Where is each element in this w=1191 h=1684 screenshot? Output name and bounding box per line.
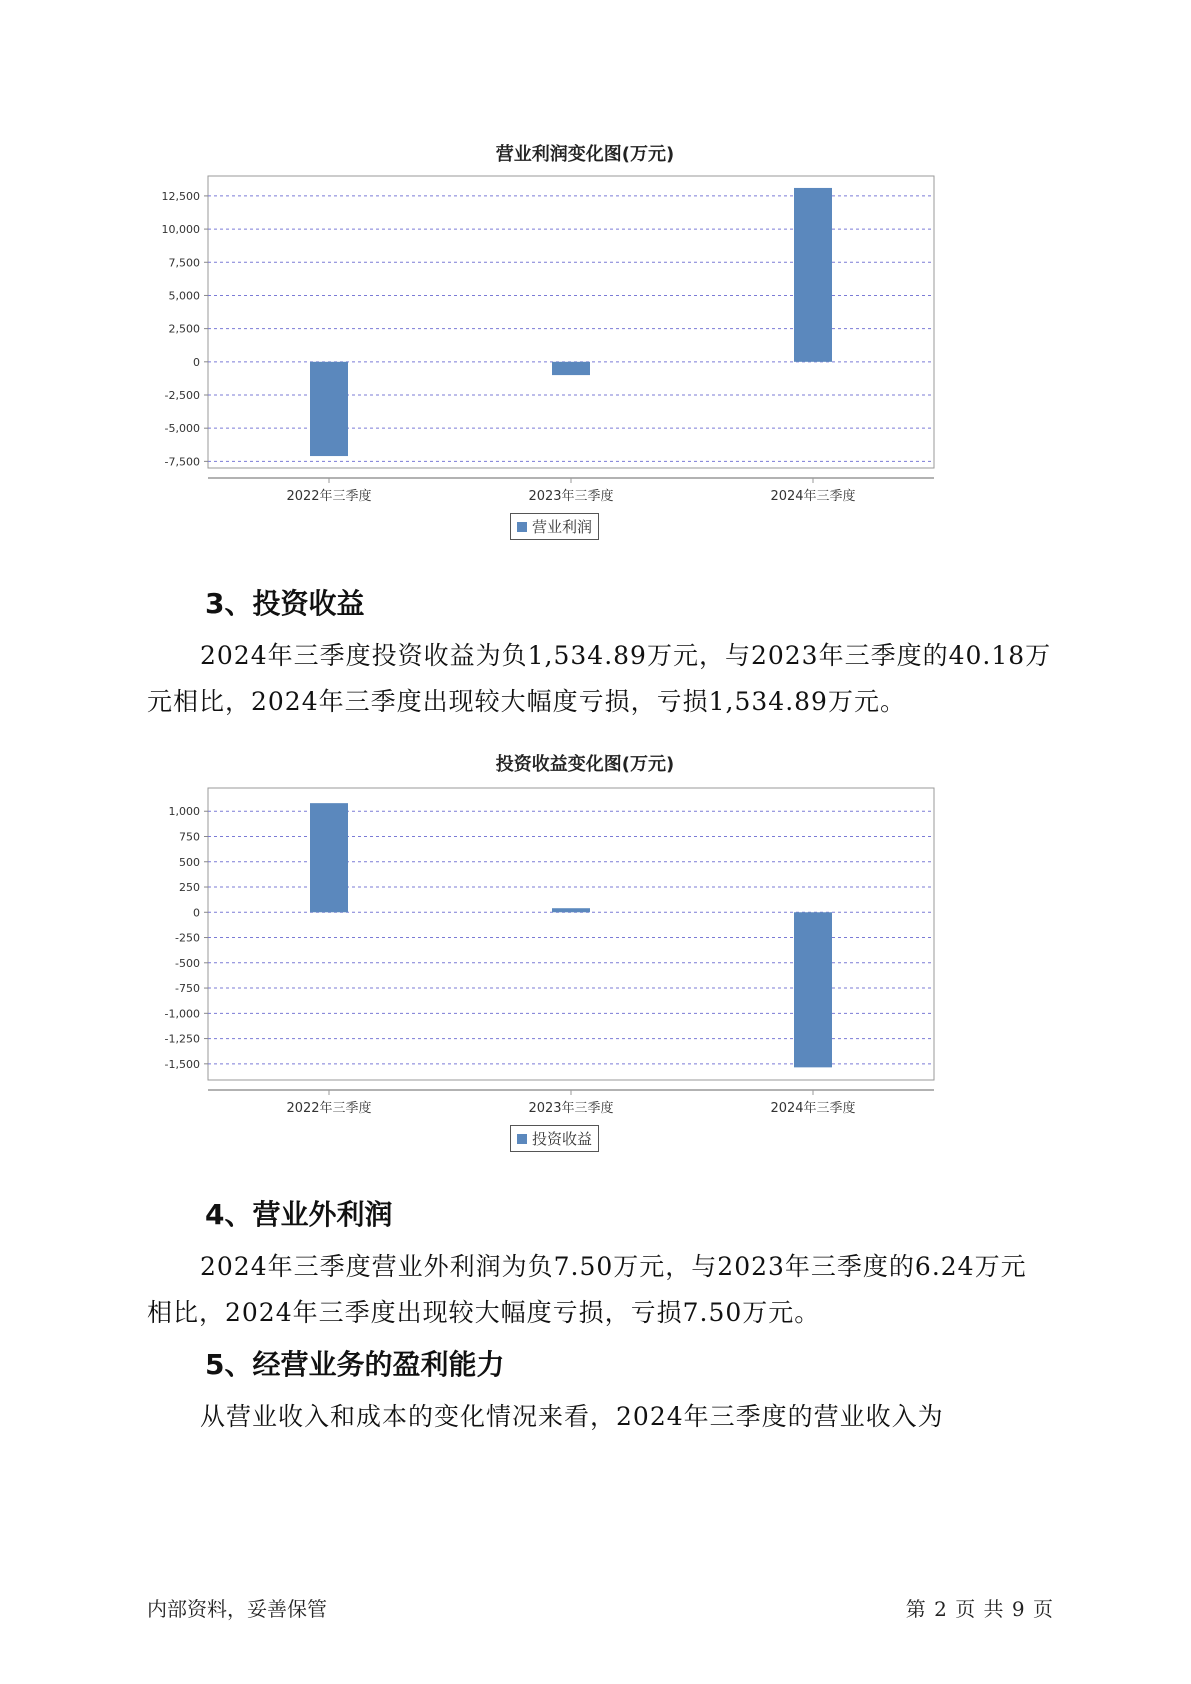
operating-profit-chart xyxy=(150,130,1020,560)
y-tick-label: -1,000 xyxy=(164,1007,200,1021)
section-5-paragraph xyxy=(147,1394,1059,1440)
y-tick-label: -5,000 xyxy=(164,422,200,436)
chart-title: 营业利润变化图(万元) xyxy=(495,144,675,165)
operating-profit-plot xyxy=(150,170,1020,530)
x-tick-label: 2022年三季度 xyxy=(286,489,372,504)
y-tick-label: -1,250 xyxy=(164,1032,200,1046)
bar xyxy=(794,188,832,362)
paragraph-line: 2024年三季度投资收益为负1,534.89万元，与2023年三季度的40.18万 xyxy=(200,641,1052,670)
footer-confidential: 内部资料，妥善保管 xyxy=(147,1597,327,1621)
y-tick-label: 2,500 xyxy=(168,322,200,336)
x-tick-label: 2024年三季度 xyxy=(770,1101,856,1116)
x-tick-label: 2024年三季度 xyxy=(770,489,856,504)
legend-label: 投资收益 xyxy=(532,1130,593,1148)
section-3-heading: 3、投资收益 xyxy=(205,587,365,620)
bar xyxy=(552,362,590,375)
y-tick-label: 10,000 xyxy=(161,223,200,237)
y-tick-label: 500 xyxy=(179,855,200,869)
investment-income-plot xyxy=(150,780,1020,1150)
y-tick-label: 12,500 xyxy=(161,189,200,203)
legend-label: 营业利润 xyxy=(532,518,593,536)
paragraph-line: 相比，2024年三季度出现较大幅度亏损，亏损7.50万元。 xyxy=(147,1298,821,1327)
section-4-heading: 4、营业外利润 xyxy=(205,1198,393,1231)
legend-swatch xyxy=(517,522,527,532)
y-tick-label: 0 xyxy=(193,906,200,920)
y-tick-label: 7,500 xyxy=(168,256,200,270)
paragraph-line: 2024年三季度营业外利润为负7.50万元，与2023年三季度的6.24万元 xyxy=(200,1252,1027,1281)
bar xyxy=(310,803,348,912)
y-tick-label: -500 xyxy=(175,956,200,970)
y-tick-label: 250 xyxy=(179,881,200,895)
y-tick-label: 0 xyxy=(193,355,200,369)
bar xyxy=(552,908,590,912)
section-4-paragraph xyxy=(147,1244,1059,1336)
y-tick-label: 750 xyxy=(179,830,200,844)
y-tick-label: -7,500 xyxy=(164,455,200,469)
bar xyxy=(310,362,348,456)
y-tick-label: -750 xyxy=(175,982,200,996)
y-tick-label: 1,000 xyxy=(168,805,200,819)
y-tick-label: -250 xyxy=(175,931,200,945)
footer-page-number: 第 2 页 共 9 页 xyxy=(905,1597,1054,1621)
x-tick-label: 2023年三季度 xyxy=(528,489,614,504)
bar xyxy=(794,912,832,1067)
chart-title: 投资收益变化图(万元) xyxy=(495,754,675,775)
chart-legend xyxy=(510,513,599,540)
paragraph-line: 从营业收入和成本的变化情况来看，2024年三季度的营业收入为 xyxy=(200,1402,944,1431)
section-5-heading: 5、经营业务的盈利能力 xyxy=(205,1348,505,1381)
section-3-paragraph xyxy=(147,633,1059,725)
chart-legend xyxy=(510,1125,599,1152)
y-tick-label: 5,000 xyxy=(168,289,200,303)
y-tick-label: -1,500 xyxy=(164,1057,200,1071)
x-tick-label: 2022年三季度 xyxy=(286,1101,372,1116)
y-tick-label: -2,500 xyxy=(164,389,200,402)
paragraph-line: 元相比，2024年三季度出现较大幅度亏损，亏损1,534.89万元。 xyxy=(147,687,906,716)
x-tick-label: 2023年三季度 xyxy=(528,1101,614,1116)
legend-swatch xyxy=(517,1134,527,1144)
investment-income-chart xyxy=(150,742,1020,1172)
